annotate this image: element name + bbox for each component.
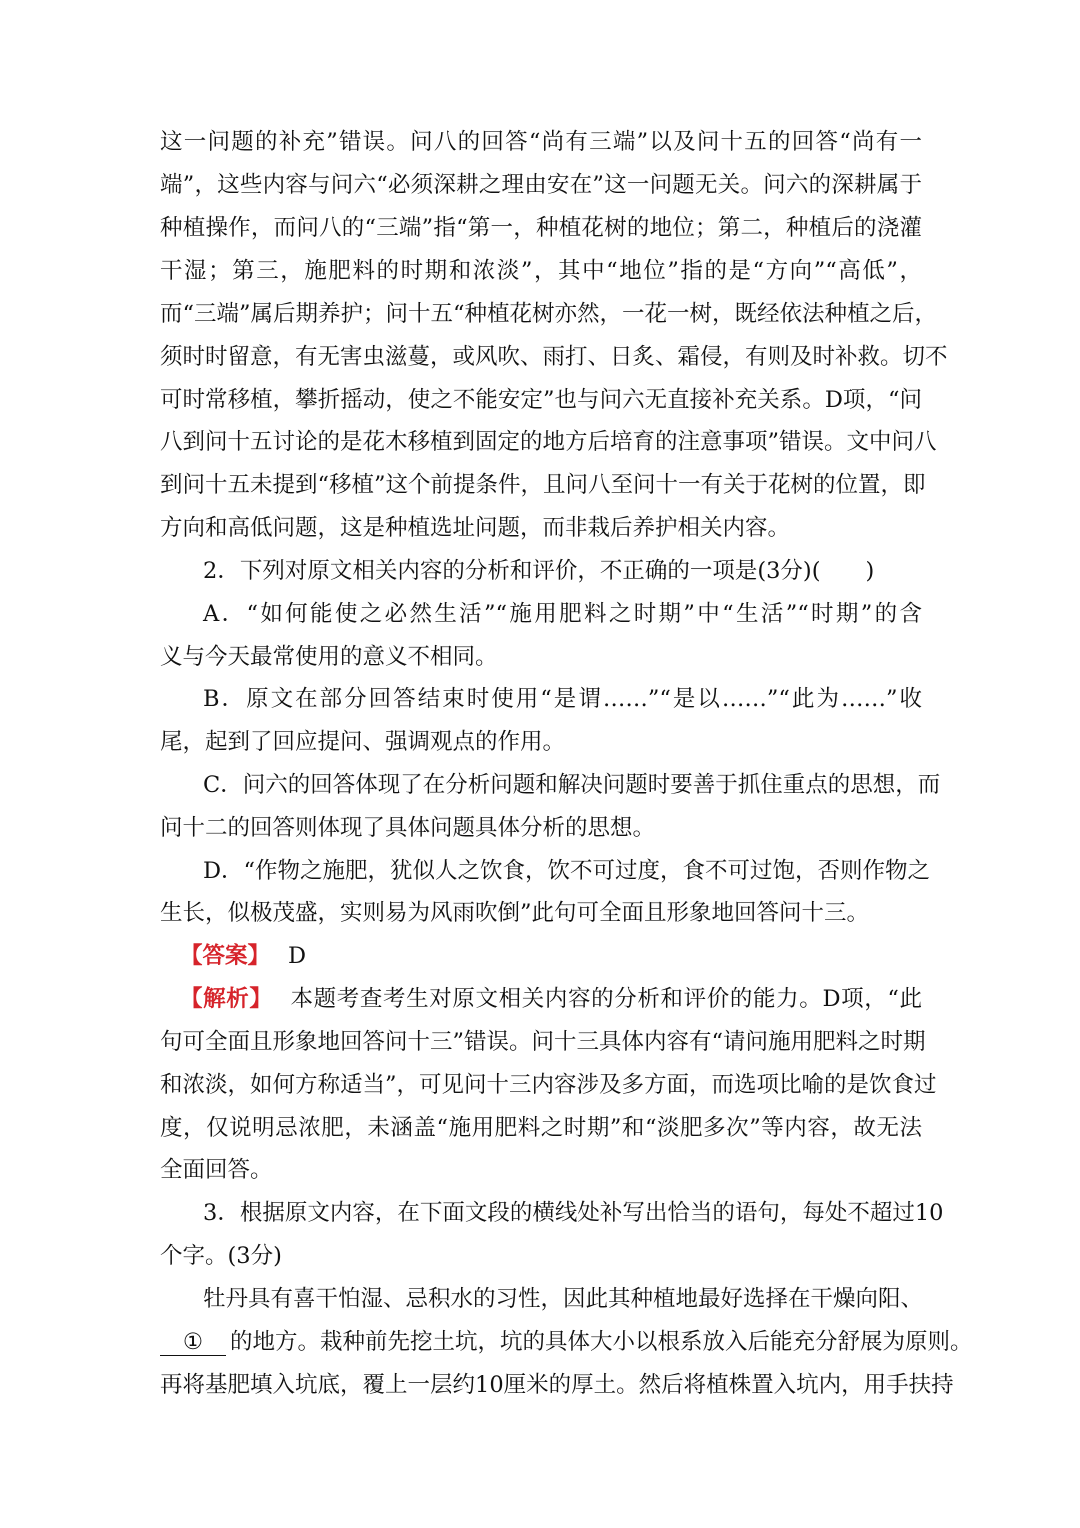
analysis-line: 干湿；第三，施肥料的时期和浓淡”，其中“地位”指的是“方向”“高低”， [160, 258, 922, 284]
question-3-stem-line1: 3．根据原文内容，在下面文段的横线处补写出恰当的语句，每处不超过10 [203, 1200, 944, 1226]
analysis-line: 全面回答。 [160, 1157, 273, 1183]
option-a-line1: A．“如何能使之必然生活”“施用肥料之时期”中“生活”“时期”的含 [203, 601, 922, 627]
question-2-stem: 2．下列对原文相关内容的分析和评价，不正确的一项是(3分)( ) [203, 558, 875, 584]
answer-tag: 【答案】 [180, 943, 271, 969]
option-a-line2: 义与今天最常使用的意义不相同。 [160, 644, 498, 670]
option-d-line2: 生长，似极茂盛，实则易为风雨吹倒”此句可全面且形象地回答问十三。 [160, 900, 870, 926]
passage-text: 的地方。栽种前先挖土坑，坑的具体大小以根系放入后能充分舒展为原则。 [230, 1329, 973, 1355]
fill-blank-1[interactable]: ① [160, 1329, 226, 1356]
answer-row [180, 941, 922, 971]
analysis-line: 和浓淡，如何方称适当”，可见问十三内容涉及多方面，而选项比喻的是饮食过 [160, 1072, 937, 1098]
analysis-line: 可时常移植，攀折摇动，使之不能安定”也与问六无直接补充关系。D项，“问 [160, 387, 922, 413]
passage-line-with-blank [160, 1327, 973, 1357]
analysis-line: 而“三端”属后期养护；问十五“种植花树亦然，一花一树，既经依法种植之后， [160, 301, 938, 327]
analysis-line: 这一问题的补充”错误。问八的回答“尚有三端”以及问十五的回答“尚有一 [160, 129, 922, 155]
passage-line: 再将基肥填入坑底，覆上一层约10厘米的厚土。然后将植株置入坑内，用手扶持 [160, 1372, 954, 1398]
option-c-line2: 问十二的回答则体现了具体问题具体分析的思想。 [160, 815, 656, 841]
analysis-line: 须时时留意，有无害虫滋蔓，或风吹、雨打、日炙、霜侵，有则及时补救。切不 [160, 344, 948, 370]
analysis-line: 方向和高低问题，这是种植选址问题，而非栽后养护相关内容。 [160, 515, 791, 541]
analysis-line: 端”，这些内容与问六“必须深耕之理由安在”这一问题无关。问六的深耕属于 [160, 172, 922, 198]
option-b-line1: B．原文在部分回答结束时使用“是谓……”“是以……”“此为……”收 [203, 686, 922, 712]
analysis-line: 到问十五未提到“移植”这个前提条件，且问八至问十一有关于花树的位置，即 [160, 472, 926, 498]
analysis-line: 种植操作，而问八的“三端”指“第一，种植花树的地位；第二，种植后的浇灌 [160, 215, 922, 241]
analysis-line: 度，仅说明忌浓肥，未涵盖“施用肥料之时期”和“淡肥多次”等内容，故无法 [160, 1115, 922, 1141]
analysis-line: 句可全面且形象地回答问十三”错误。问十三具体内容有“请问施用肥料之时期 [160, 1029, 926, 1055]
option-d-line1: D．“作物之施肥，犹似人之饮食，饮不可过度，食不可过饱，否则作物之 [203, 858, 931, 884]
option-c-line1: C．问六的回答体现了在分析问题和解决问题时要善于抓住重点的思想，而 [203, 772, 941, 798]
question-3-stem-line2: 个字。(3分) [160, 1243, 282, 1269]
analysis-line: 八到问十五讨论的是花木移植到固定的地方后培育的注意事项”错误。文中问八 [160, 429, 937, 455]
analysis-row [180, 984, 922, 1014]
analysis-first-line: 本题考查考生对原文相关内容的分析和评价的能力。D项，“此 [290, 986, 922, 1012]
answer-value: D [288, 943, 307, 969]
analysis-tag: 【解析】 [180, 986, 273, 1012]
passage-line: 牡丹具有喜干怕湿、忌积水的习性，因此其种植地最好选择在干燥向阳、 [203, 1286, 924, 1312]
option-b-line2: 尾，起到了回应提问、强调观点的作用。 [160, 729, 566, 755]
